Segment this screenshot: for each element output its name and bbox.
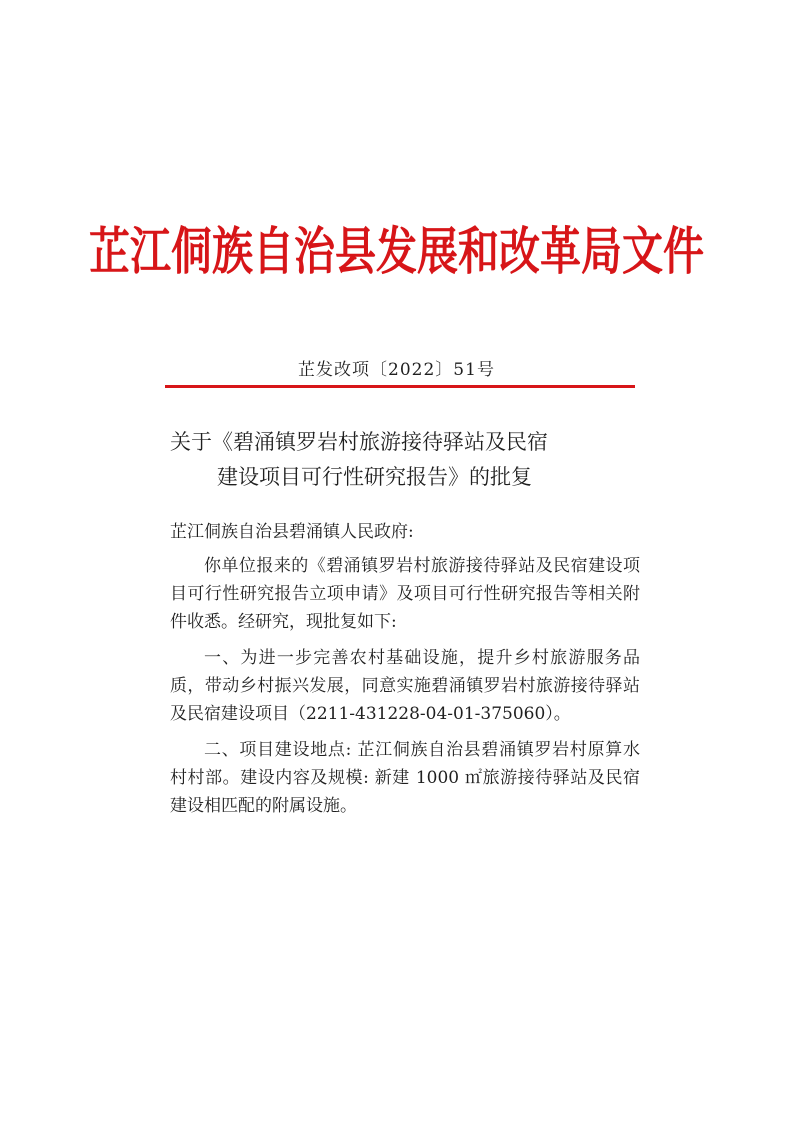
subject-line-1: 关于《碧涌镇罗岩村旅游接待驿站及民宿 xyxy=(170,430,548,454)
body-paragraph-3: 二、项目建设地点: 芷江侗族自治县碧涌镇罗岩村原算水村村部。建设内容及规模: 新建 1000 ㎡旅游接待驿站及民宿建设相匹配的附属设施。 xyxy=(170,740,640,816)
red-separator-line xyxy=(165,385,635,388)
document-subject xyxy=(170,425,640,495)
body-paragraph-1: 你单位报来的《碧涌镇罗岩村旅游接待驿站及民宿建设项目可行性研究报告立项申请》及项目可行性研究报告等相关附件收悉。经研究，现批复如下: xyxy=(170,556,640,632)
addressee: 芷江侗族自治县碧涌镇人民政府: xyxy=(170,522,414,542)
body-paragraph-2: 一、为进一步完善农村基础设施，提升乡村旅游服务品质，带动乡村振兴发展，同意实施碧涌镇罗岩村旅游接待驿站及民宿建设项目（2211-431228-04-01-375060）。 xyxy=(170,648,640,724)
document-number: 芷发改项〔2022〕51号 xyxy=(298,360,495,380)
subject-line-2: 建设项目可行性研究报告》的批复 xyxy=(217,465,532,489)
document-body xyxy=(170,518,640,828)
issuer-title: 芷江侗族自治县发展和改革局文件 xyxy=(89,221,704,282)
